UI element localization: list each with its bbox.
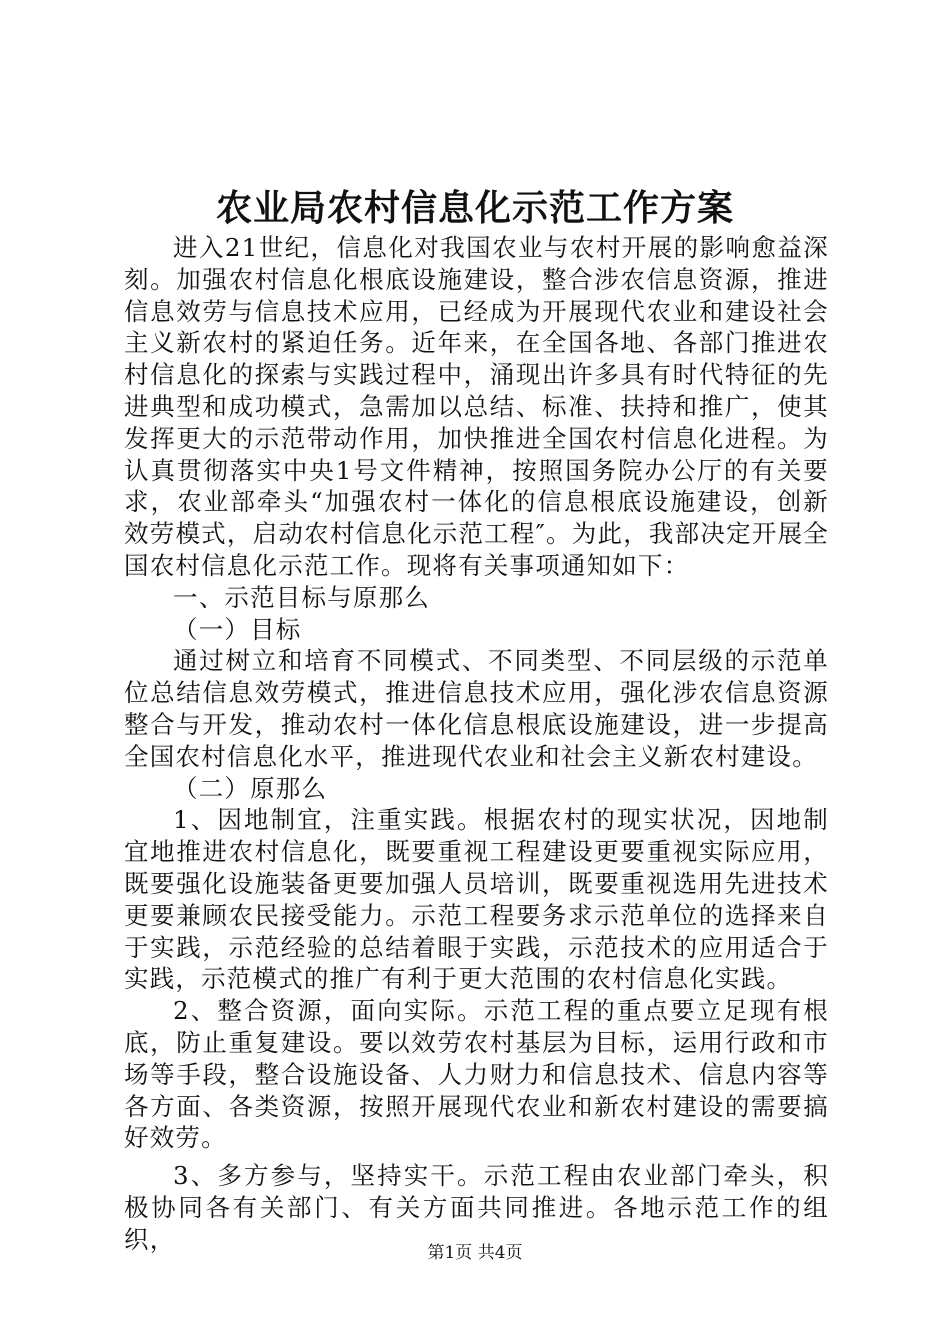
paragraph-principle-3: 3、多方参与，坚持实干。示范工程由农业部门牵头，积极协同各有关部门、有关方面共同推进。各地示范工作的组织， [124,1161,829,1254]
heading-section-1: 一、示范目标与原那么 [173,582,430,612]
document-body [124,232,829,1256]
document-title: 农业局农村信息化示范工作方案 [215,187,734,229]
paragraph-intro: 进入21世纪，信息化对我国农业与农村开展的影响愈益深刻。加强农村信息化根底设施建设，整合涉农信息资源，推进信息效劳与信息技术应用，已经成为开展现代农业和建设社会主义新农村的紧迫任务。近年来，在全国各地、各部门推进农村信息化的探索与实践过程中，涌现出许多具有时代特征的先进典型和成功模式，急需加以总结、标准、扶持和推广，使其发挥更大的示范带动作用，加快推进全国农村信息化进程。为认真贯彻落实中央1号文件精神，按照国务院办公厅的有关要求，农业部牵头“加强农村一体化的信息根底设施建设，创新效劳模式，启动农村信息化示范工程″。为此，我部决定开展全国农村信息化示范工作。现将有关事项通知如下： [124,233,829,580]
paragraph-principle-1: 1、因地制宜，注重实践。根据农村的现实状况，因地制宜地推进农村信息化，既要重视工程建设更要重视实际应用，既要强化设施装备更要加强人员培训，既要重视选用先进技术更要兼顾农民接受能力。示范工程要务求示范单位的选择来自于实践，示范经验的总结着眼于实践，示范技术的应用适合于实践，示范模式的推广有利于更大范围的农村信息化实践。 [124,805,829,994]
page-footer: 第1页 共4页 [427,1243,523,1263]
paragraph-goal: 通过树立和培育不同模式、不同类型、不同层级的示范单位总结信息效劳模式，推进信息技术应用，强化涉农信息资源整合与开发，推动农村一体化信息根底设施建设，进一步提高全国农村信息化水平，推进现代农业和社会主义新农村建设。 [124,646,829,771]
paragraph-principle-2: 2、整合资源，面向实际。示范工程的重点要立足现有根底，防止重复建设。要以效劳农村基层为目标，运用行政和市场等手段，整合设施设备、人力财力和信息技术、信息内容等各方面、各类资源，按照开展现代农业和新农村建设的需要搞好效劳。 [124,996,829,1153]
heading-principles: （二）原那么 [173,773,328,803]
heading-goal: （一）目标 [173,614,302,644]
